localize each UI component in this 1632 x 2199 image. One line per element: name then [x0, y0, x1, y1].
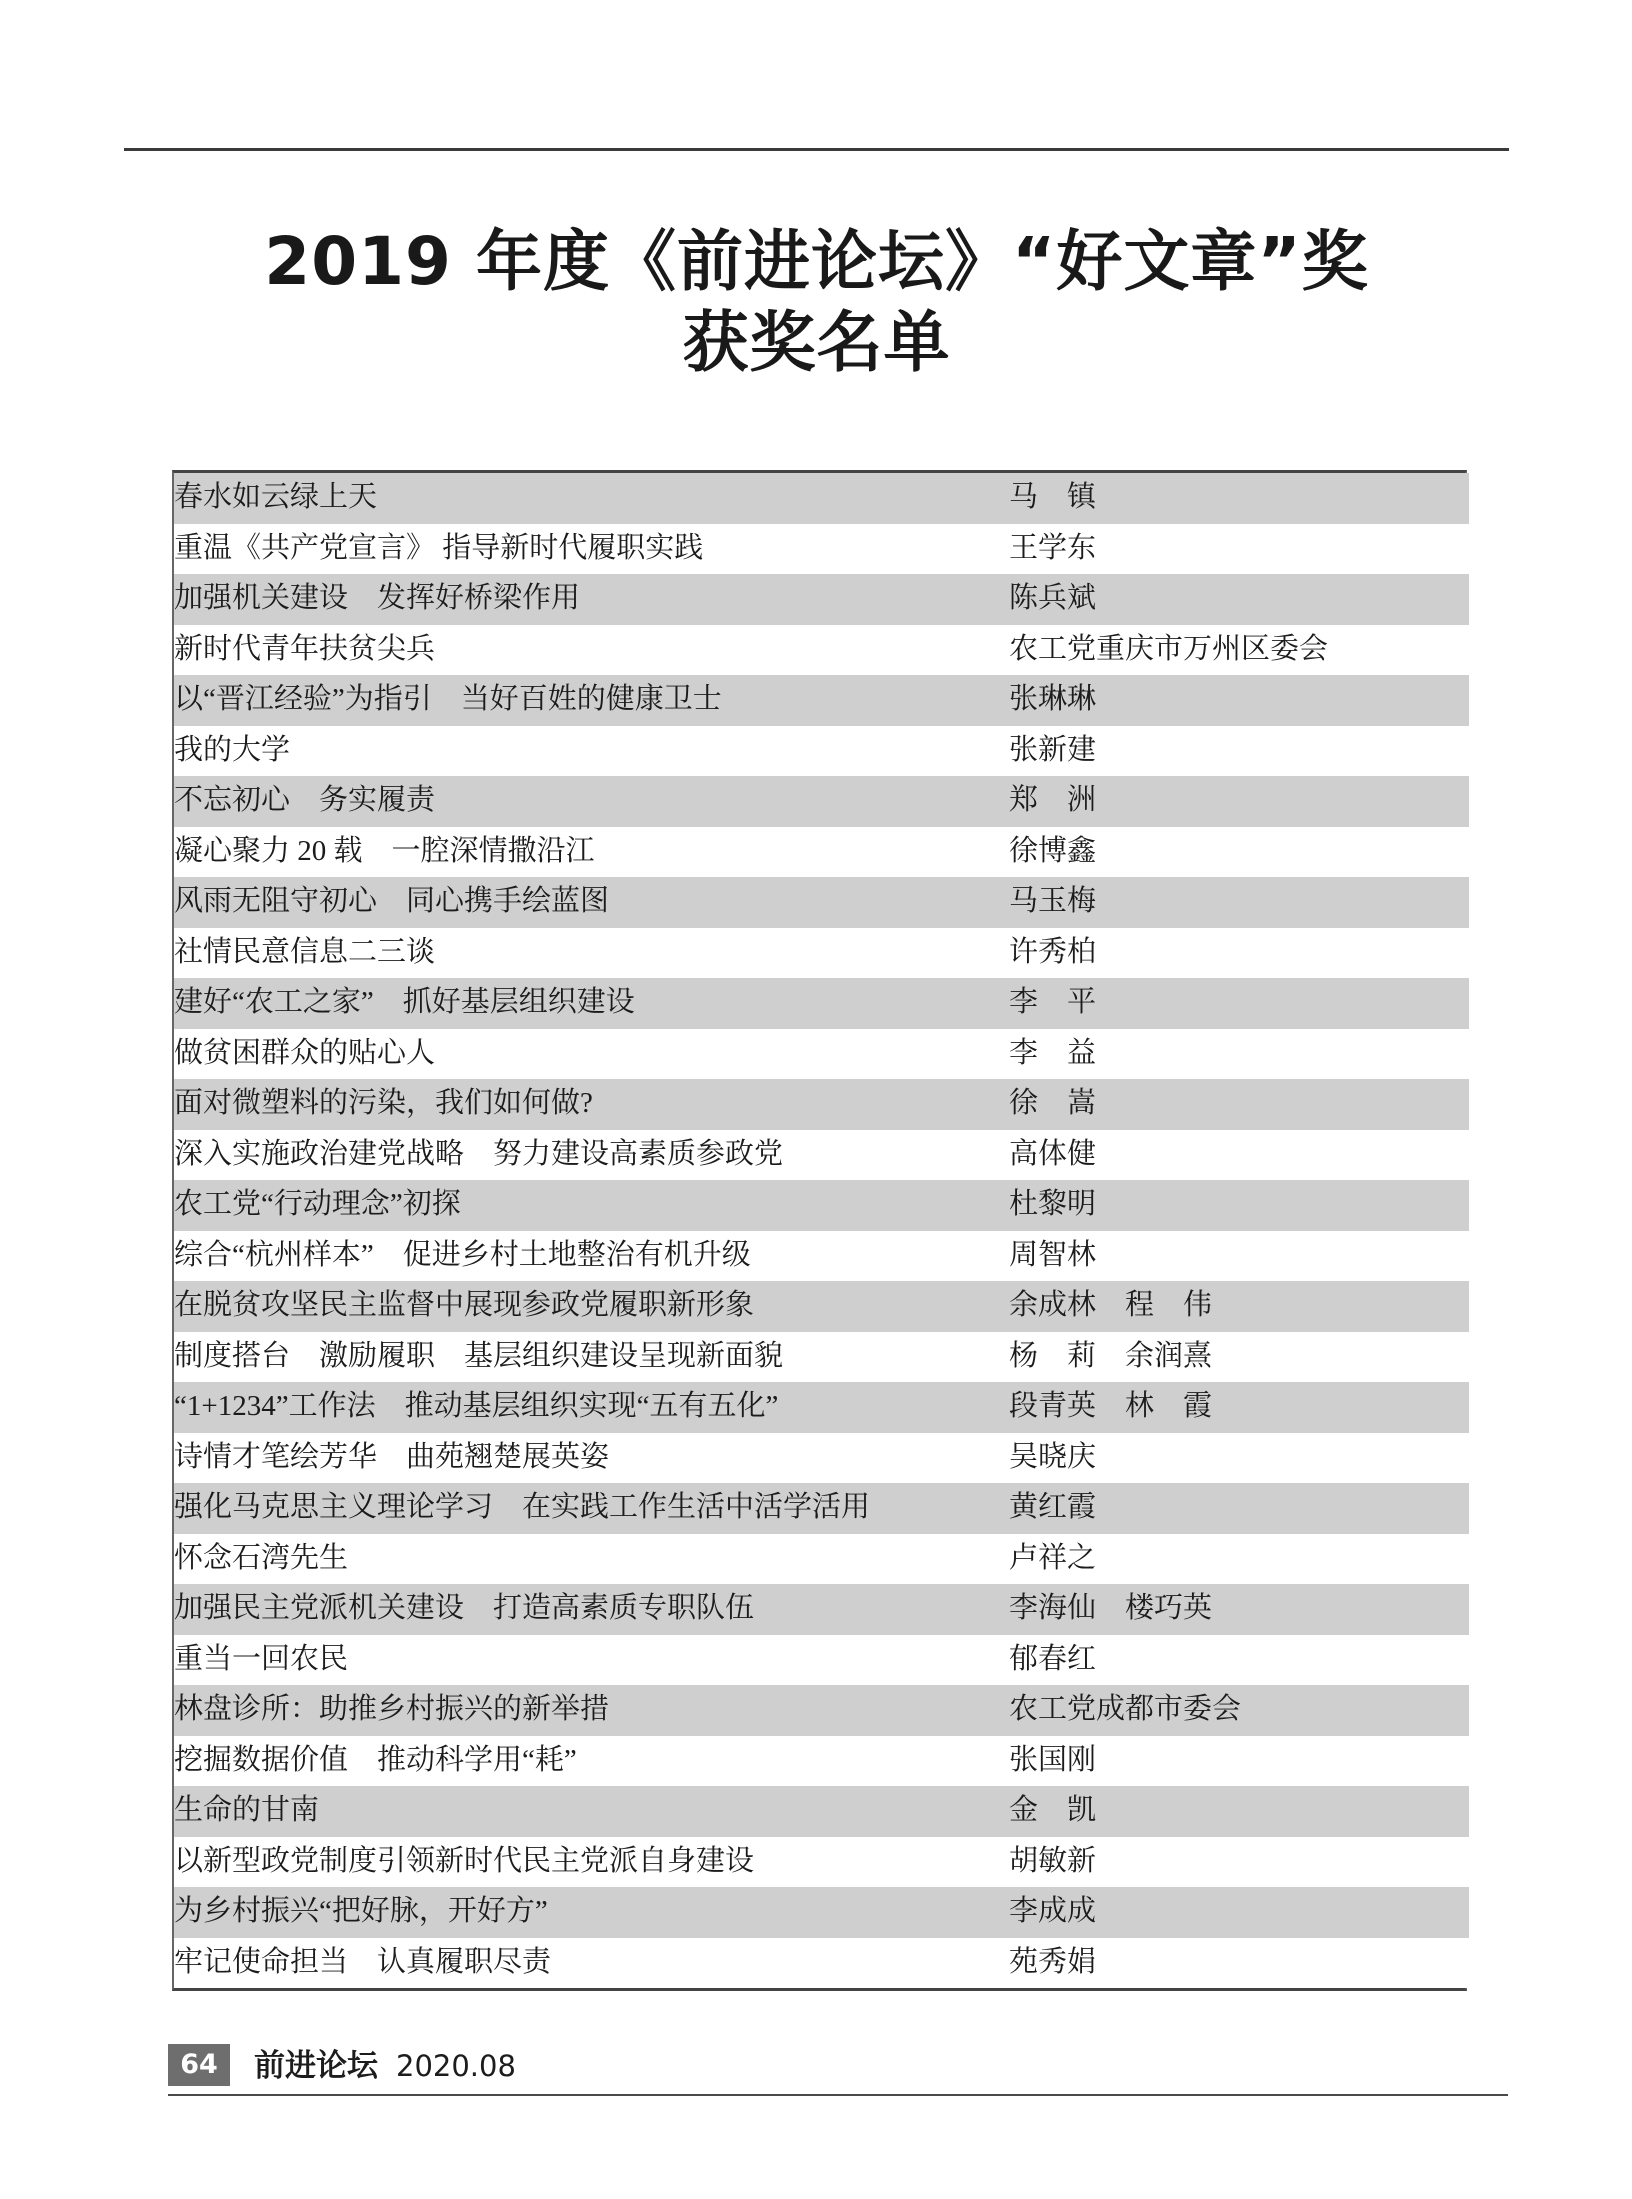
header-divider — [124, 148, 1509, 151]
author-cell: 段青英 林 霞 — [1009, 1390, 1213, 1423]
table-row — [174, 625, 1469, 676]
author-cell: 郁春红 — [1009, 1642, 1097, 1675]
table-row — [174, 1332, 1469, 1383]
article-title-cell: 牢记使命担当 认真履职尽责 — [174, 1945, 552, 1978]
table-row — [174, 1180, 1469, 1231]
page-number-badge: 64 — [168, 2044, 230, 2086]
page-title-line-2: 获奖名单 — [682, 303, 951, 381]
table-row — [174, 1534, 1469, 1585]
article-title-cell: 在脱贫攻坚民主监督中展现参政党履职新形象 — [174, 1289, 755, 1322]
article-title-cell: 风雨无阻守初心 同心携手绘蓝图 — [174, 885, 610, 918]
table-row — [174, 1079, 1469, 1130]
author-cell: 胡敏新 — [1009, 1844, 1097, 1877]
author-cell: 李海仙 楼巧英 — [1009, 1592, 1213, 1625]
author-cell: 李 益 — [1009, 1036, 1097, 1069]
author-cell: 农工党成都市委会 — [1009, 1693, 1242, 1726]
article-title-cell: 重当一回农民 — [174, 1642, 349, 1675]
author-cell: 张琳琳 — [1009, 683, 1097, 716]
table-row — [174, 978, 1469, 1029]
author-cell: 张新建 — [1009, 733, 1097, 766]
table-row — [174, 776, 1469, 827]
author-cell: 杜黎明 — [1009, 1188, 1097, 1221]
article-title-cell: 为乡村振兴“把好脉，开好方” — [174, 1895, 548, 1928]
table-row — [174, 1635, 1469, 1686]
table-row — [174, 726, 1469, 777]
author-cell: 李成成 — [1009, 1895, 1097, 1928]
article-title-cell: 重温《共产党宣言》 指导新时代履职实践 — [174, 531, 704, 564]
article-title-cell: 春水如云绿上天 — [174, 481, 378, 514]
author-cell: 农工党重庆市万州区委会 — [1009, 632, 1329, 665]
table-row — [174, 1837, 1469, 1888]
author-cell: 张国刚 — [1009, 1743, 1097, 1776]
article-title-cell: 新时代青年扶贫尖兵 — [174, 632, 436, 665]
footer-issue-date: 2020.08 — [396, 2049, 516, 2083]
table-row — [174, 1786, 1469, 1837]
table-row — [174, 1382, 1469, 1433]
article-title-cell: 加强民主党派机关建设 打造高素质专职队伍 — [174, 1592, 755, 1625]
author-cell: 高体健 — [1009, 1137, 1097, 1170]
table-row — [174, 1029, 1469, 1080]
author-cell: 苑秀娟 — [1009, 1945, 1097, 1978]
author-cell: 郑 洲 — [1009, 784, 1097, 817]
award-list — [174, 473, 1469, 1988]
article-title-cell: 以“晋江经验”为指引 当好百姓的健康卫士 — [174, 683, 722, 716]
article-title-cell: 凝心聚力 20 载 一腔深情撒沿江 — [174, 834, 595, 867]
article-title-cell: 建好“农工之家” 抓好基层组织建设 — [174, 986, 635, 1019]
author-cell: 卢祥之 — [1009, 1541, 1097, 1574]
table-row — [174, 877, 1469, 928]
table-row — [174, 574, 1469, 625]
table-row — [174, 1887, 1469, 1938]
article-title-cell: 强化马克思主义理论学习 在实践工作生活中活学活用 — [174, 1491, 871, 1524]
table-row — [174, 827, 1469, 878]
article-title-cell: 农工党“行动理念”初探 — [174, 1188, 461, 1221]
table-row — [174, 1130, 1469, 1181]
footer-divider — [168, 2094, 1508, 2096]
table-row — [174, 1584, 1469, 1635]
article-title-cell: 加强机关建设 发挥好桥梁作用 — [174, 582, 581, 615]
table-row — [174, 1483, 1469, 1534]
author-cell: 徐博鑫 — [1009, 834, 1097, 867]
table-row — [174, 1281, 1469, 1332]
author-cell: 金 凯 — [1009, 1794, 1097, 1827]
author-cell: 马玉梅 — [1009, 885, 1097, 918]
article-title-cell: 我的大学 — [174, 733, 291, 766]
author-cell: 吴晓庆 — [1009, 1440, 1097, 1473]
article-title-cell: 生命的甘南 — [174, 1794, 320, 1827]
article-title-cell: 社情民意信息二三谈 — [174, 935, 436, 968]
article-title-cell: 诗情才笔绘芳华 曲苑翘楚展英姿 — [174, 1440, 610, 1473]
article-title-cell: 以新型政党制度引领新时代民主党派自身建设 — [174, 1844, 755, 1877]
article-title-cell: 深入实施政治建党战略 努力建设高素质参政党 — [174, 1137, 784, 1170]
author-cell: 杨 莉 余润熹 — [1009, 1339, 1213, 1372]
author-cell: 许秀柏 — [1009, 935, 1097, 968]
table-row — [174, 1231, 1469, 1282]
footer-magazine-name: 前进论坛 — [254, 2048, 378, 2083]
table-row — [174, 675, 1469, 726]
author-cell: 徐 嵩 — [1009, 1087, 1097, 1120]
table-row — [174, 1685, 1469, 1736]
author-cell: 王学东 — [1009, 531, 1097, 564]
table-row — [174, 928, 1469, 979]
table-row — [174, 524, 1469, 575]
award-list-table — [172, 470, 1467, 1991]
article-title-cell: 林盘诊所：助推乡村振兴的新举措 — [174, 1693, 610, 1726]
article-title-cell: 怀念石湾先生 — [174, 1541, 349, 1574]
page-title — [124, 222, 1509, 383]
page-footer — [168, 2044, 1508, 2090]
article-title-cell: 做贫困群众的贴心人 — [174, 1036, 436, 1069]
article-title-cell: 面对微塑料的污染，我们如何做? — [174, 1087, 593, 1120]
article-title-cell: “1+1234”工作法 推动基层组织实现“五有五化” — [174, 1390, 779, 1423]
author-cell: 李 平 — [1009, 986, 1097, 1019]
table-row — [174, 473, 1469, 524]
author-cell: 余成林 程 伟 — [1009, 1289, 1213, 1322]
author-cell: 黄红霞 — [1009, 1491, 1097, 1524]
table-row — [174, 1736, 1469, 1787]
article-title-cell: 挖掘数据价值 推动科学用“耗” — [174, 1743, 577, 1776]
article-title-cell: 不忘初心 务实履责 — [174, 784, 436, 817]
article-title-cell: 制度搭台 激励履职 基层组织建设呈现新面貌 — [174, 1339, 784, 1372]
award-list-body — [174, 473, 1469, 1988]
author-cell: 周智林 — [1009, 1238, 1097, 1271]
page-title-line-1: 2019 年度《前进论坛》“好文章”奖 — [264, 223, 1369, 300]
author-cell: 陈兵斌 — [1009, 582, 1097, 615]
table-row — [174, 1433, 1469, 1484]
table-row — [174, 1938, 1469, 1989]
author-cell: 马 镇 — [1009, 481, 1097, 514]
article-title-cell: 综合“杭州样本” 促进乡村土地整治有机升级 — [174, 1238, 751, 1271]
